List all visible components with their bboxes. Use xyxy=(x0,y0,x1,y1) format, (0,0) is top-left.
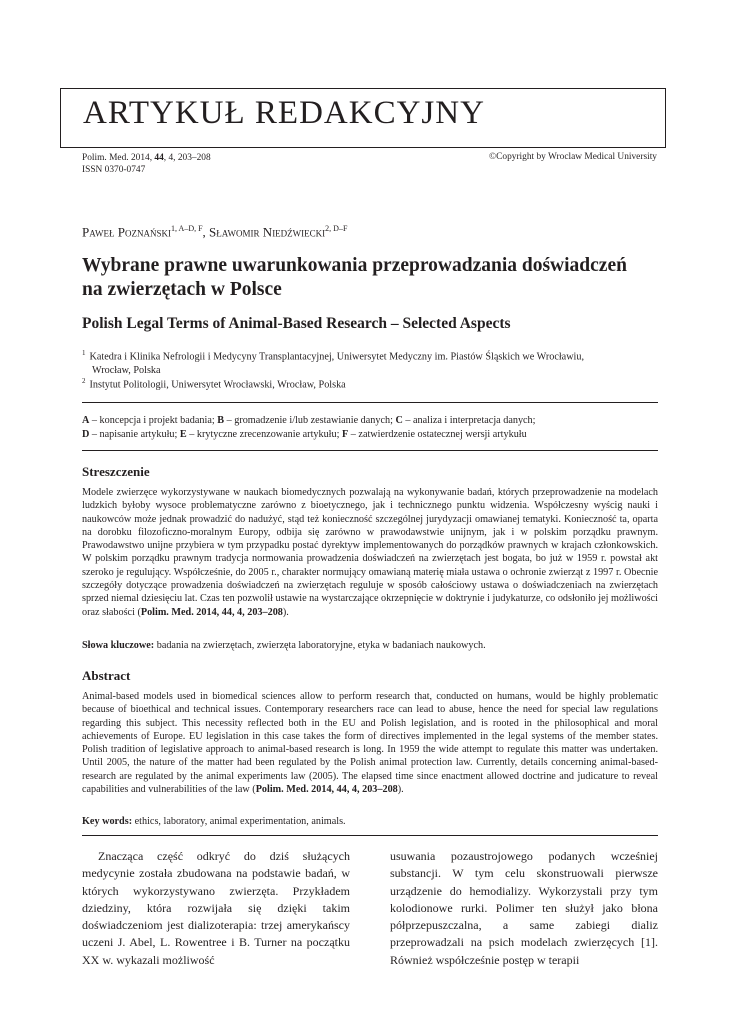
author-1: Paweł Poznański xyxy=(82,224,171,240)
contrib-text-f: – zatwierdzenie ostatecznej wersji artykułu xyxy=(348,428,527,440)
body-column-right: usuwania pozaustrojowego podanych wcześniej substancji. W tym celu skonstruowali pierwsze urządzenie do hemodializy. Wykorzystali przy tym kolodionowe rurki. Polimer ten służył jako błona półprzepuszczalna, a same zabiegi dializ przeprowadzali na psich modelach zwierzęcych [1]. Również współcześnie postęp w terapii xyxy=(390,849,658,967)
author-separator: , xyxy=(202,224,210,240)
affiliation-1-number: 1 xyxy=(82,349,86,357)
issn: ISSN 0370-0747 xyxy=(82,165,146,175)
author-1-affiliation: 1, A–D, F xyxy=(170,224,203,233)
contributions-legend xyxy=(82,414,662,441)
abstract-end: ). xyxy=(397,784,404,796)
keywords-text-en: ethics, laboratory, animal experimentation, animals. xyxy=(132,816,346,827)
contrib-key-b: B xyxy=(217,415,225,426)
affiliation-1 xyxy=(82,347,662,378)
contrib-text-a: – koncepcja i projekt badania; xyxy=(89,415,218,426)
abstract-text: Animal-based models used in biomedical sciences allow to perform research that, conducted on humans, would be highly problematic because of bioethical and technical issues. Contemporary researchers race can lead to abuse, hence the need for special law regulations regarding this subject. This necessity reflected both in the EU and Polish legislation, and is rooted in the philosophical and moral achievements of Europe. EU legislation in this case takes the form of directives implemented in the legal systems of the member states. Polish tradition of legislative approach to animal-based research is long. In 1959 the wide attempt to regulate this matter was undertaken. Until 2005, the nature of the matter had been regulated by the Polish animal protection law. Currently, details concerning animal-based-research are regulated by the animal experiments law (2005). The elapsed time since enactment allowed doctrine and judicature to reveal capabilities and vulnerabilities of the law ( xyxy=(82,691,658,796)
citation-prefix: Polim. Med. 2014, xyxy=(82,153,155,163)
contrib-key-e: E xyxy=(179,428,187,440)
contrib-key-a: A xyxy=(82,415,90,426)
contrib-key-f: F xyxy=(342,428,349,440)
affiliation-2-number: 2 xyxy=(82,377,86,385)
affiliation-2 xyxy=(82,375,662,392)
contrib-key-d: D xyxy=(82,428,90,440)
abstract-heading: Abstract xyxy=(82,668,131,683)
streszczenie-keywords xyxy=(82,639,658,652)
contrib-text-b: – gromadzenie i/lub zestawianie danych; xyxy=(224,415,396,426)
streszczenie-text: Modele zwierzęce wykorzystywane w naukach biomedycznych pozwalają na wykonywanie badań, których przeprowadzenie na modelach ludzkich byłoby wysoce problematyczne zarówno z bioetycznego, jak i technicznego punktu widzenia. Współczesny wyścig nauki i naukowców może jednak prowadzić do nadużyć, stąd też konieczność szczególnej jurydyzacji omawianej tematyki. Konieczność ta, oparta na dorobku filozoficzno-moralnym Europy, odbija się zarówno w prawodawstwie unijnym, jak i w polskim porządku prawnym. Prawodawstwo unijne przybiera w tym przypadku postać dyrektyw implementowanych do porządków prawnych w krajach członkowskich. W polskim porządku prawnym tradycja normowania prowadzenia doświadczeń na zwierzętach jest bogata, bo już w 1959 r. powstał akt szeroko je regulujący. Współcześnie, do 2005 r., charakter normujący omawianą materię miała ustawa o ochronie zwierząt z 1997 r. Obecnie szczegóły dotyczące prowadzenia doświadczeń na zwierzętach reguluje w sposób całościowy ustawa o doświadczeniach na zwierzętach sprzed niemal dziesięciu lat. Czas ten pozwolił ustawie na wystarczające okrzepnięcie w doktrynie i judykaturze, co odsłoniło jej możliwości oraz słabości ( xyxy=(82,487,658,618)
abstract-citation: Polim. Med. 2014, 44, 4, 203–208 xyxy=(255,784,398,796)
streszczenie-citation: Polim. Med. 2014, 44, 4, 203–208 xyxy=(140,606,283,618)
contrib-text-c: – analiza i interpretacja danych; xyxy=(402,415,536,426)
streszczenie-end: ). xyxy=(282,606,289,618)
article-type-heading: ARTYKUŁ REDAKCYJNY xyxy=(83,95,485,131)
author-2: Sławomir Niedźwiecki xyxy=(209,224,326,240)
keywords-text-pl: badania na zwierzętach, zwierzęta laboratoryjne, etyka w badaniach naukowych. xyxy=(154,640,486,651)
citation-suffix: , 4, 203–208 xyxy=(163,153,211,163)
title-english: Polish Legal Terms of Animal-Based Research – Selected Aspects xyxy=(82,315,511,332)
keywords-label-pl: Słowa kluczowe: xyxy=(82,640,155,651)
body-column-left: Znacząca część odkryć do dziś służących medycynie została zbudowana na podstawie badań, w których wykorzystywano zwierzęta. Przykładem dziedziny, która rozwijała się dzięki takim doświadczeniom jest dializoterapia: trzej amerykańscy uczeni J. Abel, L. Rowentree i B. Turner na początku XX w. wykazali możliwość xyxy=(82,849,350,967)
keywords-label-en: Key words: xyxy=(82,816,133,827)
abstract-body xyxy=(82,690,658,796)
citation xyxy=(82,152,211,176)
header-box xyxy=(60,88,666,148)
author-2-affiliation: 2, D–F xyxy=(325,224,348,233)
divider xyxy=(82,835,658,836)
streszczenie-body xyxy=(82,486,658,619)
authors xyxy=(82,224,347,240)
streszczenie-heading: Streszczenie xyxy=(82,464,150,479)
title-polish: Wybrane prawne uwarunkowania przeprowadzania doświadczeń na zwierzętach w Polsce xyxy=(82,255,627,300)
contrib-key-c: C xyxy=(395,415,403,426)
contrib-text-e: – krytyczne zrecenzowanie artykułu; xyxy=(186,428,342,440)
affiliation-2-line1: Instytut Politologii, Uniwersytet Wrocławski, Wrocław, Polska xyxy=(89,379,346,391)
copyright: ©Copyright by Wroclaw Medical University xyxy=(489,152,657,162)
affiliation-1-line2: Wrocław, Polska xyxy=(92,364,161,376)
abstract-keywords xyxy=(82,815,658,828)
divider xyxy=(82,450,658,451)
contrib-text-d: – napisanie artykułu; xyxy=(89,428,180,440)
affiliation-1-line1: Katedra i Klinika Nefrologii i Medycyny Transplantacyjnej, Uniwersytet Medyczny im. Piastów Śląskich we Wrocławiu, xyxy=(89,351,585,363)
citation-volume: 44 xyxy=(154,153,164,163)
divider xyxy=(82,402,658,403)
